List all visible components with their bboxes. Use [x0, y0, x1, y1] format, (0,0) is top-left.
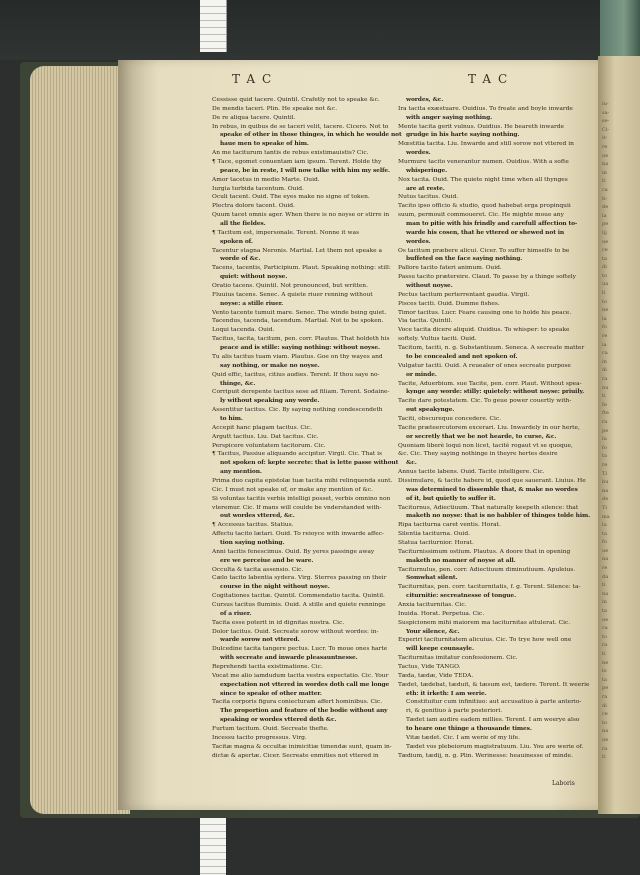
text-line: Tactus, Vide TANGO.	[398, 664, 461, 670]
text-line: to heare one thinge a thousande times.	[406, 725, 532, 733]
text-line: Suspicionem mihi maiorem ma taciturnitas attulerat. Cic.	[398, 619, 571, 626]
facing-page-fragment: la	[602, 315, 607, 322]
facing-page-fragment: fo	[602, 539, 607, 546]
text-line: In rebus, in quibus de se taceri velit, tacere. Cicero. Not to	[212, 123, 389, 130]
catchword: Laboris	[552, 780, 575, 787]
text-line: Taciturnulus, pen. corr. Adiectiuum diminutiuum. Apuleius.	[398, 566, 576, 573]
facing-page-fragment: in	[602, 599, 607, 606]
text-line: Vocat me alio iamdudum tacita vestra expectatio. Cic. Your	[212, 672, 389, 679]
facing-page-fragment: ce	[602, 711, 608, 718]
text-line: whisperinge.	[406, 166, 448, 174]
facing-page-fragment: ti	[602, 582, 606, 589]
text-line: Anxia taciturnitas. Cic.	[398, 601, 467, 608]
measuring-ruler-bottom	[200, 818, 226, 875]
text-line: Tædet iam audire eadem millies. Terent. I am weerye also	[406, 717, 580, 724]
text-line: Tacite dare potestatem. Cic. To geue power couertly with-	[398, 398, 572, 405]
facing-page-fragment: in	[602, 169, 607, 176]
text-line: or minde.	[406, 370, 437, 378]
text-line: Nox tacita. Ouid. The quiete night time when all thynges	[398, 176, 568, 183]
text-line: An me taciturum tantis de rebus existimauistis? Cic.	[212, 150, 369, 157]
facing-page-fragment: ti	[602, 393, 606, 400]
text-line: peace and is stille: saying nothing: without noyse.	[220, 344, 380, 352]
facing-page-text	[602, 100, 636, 800]
facing-page-fragment: lo	[602, 668, 607, 675]
text-line: Tacendus, tacenda, tacendum. Martial. Not to be spoken.	[212, 318, 384, 325]
text-line: Quoniam liberè loqui non licet, tacitè rogaut vt se quoque,	[398, 442, 573, 449]
text-line: ¶ Tacitus, Passiue aliquando accipitur. Virgil. Cic. That is	[212, 451, 383, 458]
text-line: Somwhat silent.	[406, 574, 458, 582]
text-line: Oculi tacent. Ouid. The eyes make no signe of token.	[212, 194, 370, 201]
text-line: speake of other in those thinges, in which he woulde not	[220, 131, 402, 139]
text-line: Os tacitum præbere alicui. Cicer. To suffer himselfe to be	[398, 247, 570, 254]
text-line: Vento tacente tumuit mare. Senec. The winde being quiet.	[212, 309, 387, 316]
text-line: Plectra dolore tacent. Ouid.	[212, 203, 295, 210]
text-line: all the fieldes.	[220, 220, 266, 228]
facing-page-fragment: ue	[602, 616, 609, 623]
text-line: Tacitum, taciti, n. g. Substantiuum. Seneca. A secreate matter	[398, 345, 585, 352]
facing-page-fragment: Ti	[602, 470, 607, 477]
text-line: Tu alis tacitus tuam viam. Plautus. Goe on thy wayes and	[212, 353, 383, 360]
text-line: Occulta & tacita assensio. Cic.	[212, 566, 304, 573]
page-edges	[30, 66, 130, 814]
text-line: softely. Vultus taciti. Ouid.	[398, 336, 477, 343]
text-line: maketh no noyse: that is no babbler of thinges tolde him.	[406, 512, 591, 520]
text-line: Si voluntas tacitis verbis intelligi posset, verbis omnino non	[212, 495, 391, 502]
facing-page-fragment: fe	[602, 401, 607, 408]
facing-page-fragment: ma	[602, 513, 610, 520]
text-line: warde his cosen, that he vttered or shewed not in	[406, 228, 565, 236]
text-line: Tædet vos plebeiorum magistratuum. Liu. You are werie of.	[406, 743, 584, 750]
facing-page-fragment: to	[602, 719, 608, 726]
text-line: Nutus tacitus. Ouid.	[398, 194, 459, 201]
facing-page-fragment: de	[602, 204, 609, 211]
text-line: Taciti, obscureque concedere. Cic.	[398, 415, 502, 422]
facing-page-fragment: ti	[602, 178, 606, 185]
text-line: Annus tacite labens. Ouid. Tacite intelligere. Cic.	[398, 469, 545, 476]
text-line: Taciturnissimum ostium. Plautus. A doore that in opening	[398, 548, 571, 555]
facing-page-fragment: ta	[602, 530, 607, 537]
text-line: &c.	[406, 459, 417, 467]
facing-page-fragment: ra	[602, 418, 608, 425]
facing-page-fragment: nu	[602, 384, 609, 391]
text-line: Tacitus, tacita, tacitum, pen. corr. Plautus. That holdeth his	[212, 336, 390, 343]
text-line: Oratio tacens. Quintil. Not pronounced, but written.	[212, 283, 368, 290]
text-line: vteremur. Cic. If mans will coulde be vnderstanded with-	[212, 504, 382, 511]
text-line: Affectu tacito lætari. Ouid. To reioyce with inwarde affec-	[212, 531, 384, 538]
facing-page-fragment: na	[602, 556, 609, 563]
text-line: ri, & genitiuo à parte posteriori.	[406, 708, 503, 715]
text-line: Cessisse quid tacere. Quintil. Crafetly not to speake &c.	[212, 97, 380, 103]
running-head-left: TAC	[232, 72, 279, 86]
text-line: &c. Cic. They saying nothinge in theyre hertes desire	[398, 451, 558, 458]
text-line: Ira tacita exæstuare. Ouidius. To freate and boyle inwarde	[398, 105, 573, 112]
facing-page-fragment: ca	[602, 625, 608, 632]
text-line: Tædium, tædij, n. g. Plin. Werinesse: heauinesse of minde.	[398, 752, 573, 759]
text-line: grudge in his harte saying nothing.	[406, 131, 520, 139]
text-line: Inuida. Horat. Perpetua. Cic.	[398, 610, 485, 617]
text-line: eth: it irketh: I am werie.	[406, 689, 487, 697]
text-line: with anger saying nothing.	[406, 113, 493, 121]
text-line: Passu tacito prætereire. Claud. To passe by a thinge softely	[398, 274, 576, 281]
text-line: Iurgia turbida tacentum. Ouid.	[212, 185, 304, 192]
facing-page-fragment: na	[602, 487, 609, 494]
facing-page-fragment: ta	[602, 608, 607, 615]
left-column	[212, 96, 407, 760]
text-line: Perspicere voluntatem tacitorum. Cic.	[212, 442, 326, 449]
text-line: maketh no manner of noyse at all.	[406, 556, 516, 564]
text-line: spoken of.	[220, 237, 253, 245]
facing-page-fragment: re	[602, 461, 608, 468]
text-line: Loqui tacenda. Ouid.	[212, 327, 275, 334]
facing-page-fragment: ue	[602, 547, 609, 554]
facing-page-fragment: se-	[602, 118, 610, 125]
text-line: Accepit hanc plagam tacitus. Cic.	[212, 424, 312, 431]
text-line: Experiri taciturnitatem alicuius. Cic. To trye how well one	[398, 637, 572, 644]
facing-page-fragment: fte	[602, 410, 609, 417]
text-line: quiet: without noyse.	[220, 273, 288, 281]
text-line: Argutt tacitus. Liu. Dat tacitus. Cic.	[212, 433, 319, 440]
facing-page-fragment: di	[602, 264, 607, 271]
text-line: of it, but quietly to suffer it.	[406, 494, 496, 502]
text-line: Tacita esse poterit in id dignitas nostra. Cic.	[212, 619, 345, 626]
facing-page-fragment: it-	[602, 135, 608, 142]
text-line: Taciturnus, Adiectiuum. That naturally keepeth silence: that	[398, 504, 579, 511]
facing-page-fragment: de	[602, 496, 609, 503]
text-line: Timor tacitus. Lucr. Feare causing one to holde his peace.	[398, 309, 572, 316]
facing-page-fragment: ra	[602, 376, 608, 382]
text-line: Tacite præteercutorem excerari. Liu. Inwardely in our herte,	[398, 424, 580, 431]
facing-page-fragment: ra	[602, 642, 608, 649]
text-line: course in the night without noyse.	[220, 583, 330, 591]
text-line: noyse: a stille riuer.	[220, 299, 284, 307]
facing-page-fragment: ue	[602, 152, 609, 159]
facing-page-fragment: ta	[602, 676, 607, 683]
text-line: ly without speaking any worde.	[220, 397, 320, 405]
text-line: or secretly that we be not hearde, to curse, &c.	[406, 432, 557, 440]
text-line: ¶ Accessus tacitus. Statius.	[212, 522, 294, 529]
text-line: De mendis taceri. Plin. He speake not &c.	[212, 105, 338, 112]
ribbon-bookmark	[600, 0, 640, 60]
text-line: dictæ & apertæ. Cicer. Secreate enmities not vttered in	[212, 752, 379, 759]
facing-page-fragment: ta	[602, 453, 607, 460]
facing-page-fragment: Ti	[602, 504, 607, 511]
text-line: Corripuit derepente tacitus sese ad filiam. Terent. Sodaine-	[212, 389, 390, 396]
facing-page-fragment: to	[602, 272, 608, 279]
text-line: without noyse.	[406, 282, 453, 290]
text-line: Cælo tacito labentia sydera. Virg. Sterres passing on their	[212, 575, 387, 582]
facing-page-fragment: in	[602, 358, 607, 365]
text-line: wordes.	[406, 237, 431, 245]
facing-page-fragment: iu-	[602, 101, 609, 107]
facing-page-fragment: ua	[602, 281, 609, 288]
text-line: Taciturnitas imitatur confessionem. Cic.	[398, 655, 518, 662]
facing-page-fragment: na	[602, 161, 609, 168]
text-line: Cic. I must not speake of, or make any mention of &c.	[212, 486, 373, 493]
facing-page-fragment: di	[602, 367, 607, 374]
text-line: ere we perceiue and be ware.	[220, 556, 314, 564]
facing-page-fragment: na	[602, 590, 609, 597]
facing-page-fragment: ta	[602, 255, 607, 262]
text-line: Mœstitia tacita. Liu. Inwarde and still sorow not vttered in	[398, 141, 574, 148]
text-line: Fluuius tacens. Senec. A quiete riuer renning without	[212, 291, 373, 298]
text-line: Mente tacita gerit vulnus. Ouidius. He beareth inwarde	[398, 123, 565, 130]
text-line: Assentitur tacitus. Cic. By saying nothing condescendeth	[212, 407, 383, 414]
text-line: Dolor tacitus. Ouid. Secreate sorow without wordes: in-	[212, 628, 379, 635]
text-line: since to speake of other matter.	[220, 689, 322, 697]
facing-page-fragment: ca	[602, 186, 608, 193]
text-line: Pallore tacito fateri animum. Ouid.	[398, 265, 502, 272]
facing-page-fragment: pe	[602, 685, 609, 692]
facing-page-fragment: to	[602, 298, 608, 305]
text-line: Vitæ tædet. Cic. I am werie of my life.	[406, 734, 520, 741]
text-line: man to pitie with his frindly and carefull affection to-	[406, 220, 578, 228]
text-line: Pectus tacitum perterrentant gaudia. Virgil.	[398, 291, 530, 298]
text-line: Prima duo capita epistolæ tuæ tacita mihi relinquenda sunt.	[212, 477, 393, 484]
right-column	[398, 96, 593, 760]
text-line: Pisces taciti. Ouid. Dumme fishes.	[398, 300, 500, 307]
text-line: peace, be in reste, I will now talke with him my selfe.	[220, 166, 390, 174]
text-line: expectation not vttered in wordes doth call me longe	[220, 680, 390, 688]
facing-page-fragment: ra	[602, 693, 608, 700]
text-line: are at reste.	[406, 184, 445, 192]
text-line: speaking or wordes vttered doth &c.	[220, 716, 337, 724]
text-line: tion saying nothing.	[220, 538, 285, 546]
text-line: will keepe counsayle.	[406, 645, 474, 653]
text-line: with secreate and inwarde pleasauntnesse.	[220, 654, 358, 662]
text-line: any mention.	[220, 468, 262, 476]
text-line: Silentia taciturna. Ouid.	[398, 531, 470, 538]
text-line: The proportion and feature of the bodie without any	[220, 707, 388, 715]
text-line: citurnitie: secreatnesse of tongue.	[406, 592, 517, 600]
measuring-ruler	[200, 0, 227, 52]
text-line: suum, permouit commoueret. Cic. He mighte moue any	[398, 212, 564, 219]
facing-page-fragment: ue	[602, 736, 609, 743]
running-head-right: TAC	[468, 72, 515, 86]
text-line: Quum tacet omnis ager. When there is no noyse or stirre in	[212, 212, 390, 219]
text-line: of a riuer.	[220, 609, 252, 617]
text-line: Tacitæ magna & occultæ inimicitiæ timendæ sunt, quam in-	[212, 743, 392, 750]
text-line: Amor tacetus in medio Marte. Ouid.	[212, 176, 320, 183]
facing-page-fragment: da	[602, 573, 609, 580]
facing-page-fragment: to	[602, 633, 608, 640]
text-line: Tacita corporis figura coniecturam affert hominibus. Cic.	[212, 699, 383, 706]
facing-page-fragment: bu	[602, 479, 609, 486]
facing-page-fragment: sa-	[602, 109, 610, 116]
text-line: was determined to dissemble that, & make no wordes	[406, 485, 578, 493]
text-line: ¶ Tace, egomet conuentam iam ipsum. Terent. Holde thy	[212, 159, 382, 166]
facing-page-fragment: li	[602, 290, 606, 297]
facing-page-fragment: fo	[602, 324, 607, 331]
text-line: out wordes vttered, &c.	[220, 512, 295, 520]
facing-page-fragment: ce	[602, 247, 608, 254]
text-line: Tacens, tacentis, Participium. Plaut. Speaking nothing: still:	[212, 265, 391, 272]
text-line: thinge, &c.	[220, 379, 256, 387]
text-line: De re aliqua tacere. Quintil.	[212, 114, 296, 121]
text-line: Constituitur cum infinitiuo: aut accusatiuo à parte anterio-	[406, 699, 582, 706]
facing-page-fragment: ra	[602, 745, 608, 752]
facing-page-fragment: ti	[602, 754, 606, 761]
text-line: Dissimulare, & tacite habere id, quod que sauerant. Liuius. He	[398, 477, 586, 484]
text-line: Incessu tacito progressus. Virg.	[212, 734, 307, 741]
text-line: Tacentur stagna Neronis. Martial. Let them not speake a	[212, 247, 383, 254]
text-line: Tacito ipso officio & studio, quod habebat erga propinquii	[398, 203, 571, 210]
facing-page-fragment: la	[602, 212, 607, 219]
text-line: to him.	[220, 414, 243, 422]
text-line: kynge any worde: stilly: quietely: without noyse: priuily.	[406, 388, 585, 396]
text-line: Murmure tacito venerantur numen. Ouidius. With a softe	[398, 159, 569, 166]
text-line: Reprehendi tacita existimatione. Cic.	[212, 664, 323, 670]
facing-page-fragment: na	[602, 728, 609, 735]
facing-page-fragment: ca	[602, 350, 608, 357]
text-line: Quid effic, tacitus, citius audies. Terent. If thou saye no-	[212, 371, 380, 378]
facing-page-fragment: re	[602, 333, 608, 340]
text-line: worde of &c.	[220, 255, 261, 263]
text-line: to be concealed and not spoken of.	[406, 352, 518, 360]
text-line: Tacite, Aduerbium. sue Tacite, pen. corr. Plaut. Without spea-	[398, 380, 582, 387]
text-line: say nothing, or make no noyse.	[220, 361, 320, 369]
text-line: Tæda, tædæ, Vide TEDA.	[398, 672, 474, 679]
facing-page-fragment: ne	[602, 659, 609, 666]
text-line: Cogitationes tacitæ. Quintil. Commendatio tacita. Quintil.	[212, 593, 385, 600]
text-line: warde sorow not vttered.	[220, 636, 300, 644]
text-line: Ripa taciturna caret ventis. Horat.	[398, 522, 501, 529]
facing-page-fragment: pe	[602, 221, 609, 228]
facing-page-fragment: di	[602, 702, 607, 709]
facing-page-fragment: Ci-	[602, 126, 610, 133]
text-line: not spoken of: kepte secrete: that is lette passe without	[220, 459, 399, 467]
text-line: Cursus tacitus fluminis. Ouid. A stille and quiete renninge	[212, 601, 386, 608]
facing-page-fragment: iij	[602, 229, 607, 236]
text-line: wordes.	[406, 149, 431, 157]
text-line: Tædet, tædebat, tæduit, & tæsum est, tædere. Terent. It weerie	[398, 681, 590, 688]
text-line: Voce tacita dicere aliquid. Ouidius. To whisper: to speake	[398, 327, 570, 334]
facing-page-fragment: ne	[602, 307, 609, 314]
text-line: Taciturnitas, pen. corr. taciturnitatis, f. g. Terent. Silence: ta-	[398, 584, 581, 591]
facing-page-fragment: fo	[602, 444, 607, 451]
text-line: wordes, &c.	[406, 96, 444, 103]
facing-page-fragment: re	[602, 565, 608, 572]
text-line: Vulgatur taciti. Ouid. A reuealer of ones secreate purpose	[398, 362, 571, 369]
facing-page-fragment: lu	[602, 436, 607, 443]
text-line: out speakynge.	[406, 406, 455, 414]
text-line: Via tacita. Quintil.	[398, 318, 453, 325]
facing-page-fragment: re	[602, 143, 608, 150]
facing-page-fragment: ia	[602, 341, 607, 348]
facing-page-fragment: ti	[602, 651, 606, 657]
text-line: Statua taciturnior. Horat.	[398, 539, 474, 546]
text-line: Your silence, &c.	[406, 627, 460, 635]
facing-page-fragment: lu	[602, 522, 607, 529]
text-line: Furtum tacitum. Ouid. Secreate thefte.	[212, 726, 329, 733]
facing-page-fragment: pe	[602, 427, 609, 434]
facing-page-fragment: ue	[602, 238, 609, 245]
text-line: ¶ Tacitum est, impersonale. Terent. Nonne it was	[212, 229, 360, 236]
text-line: haue men to speake of him.	[220, 140, 309, 148]
facing-page-fragment: ti-	[602, 195, 608, 202]
text-line: Anni tacitis fenescimus. Ouid. By yeres passinge away	[212, 548, 375, 555]
text-line: buffeted on the face saying nothing.	[406, 255, 523, 263]
text-line: Dulcedine tacita tangere pectus. Lucr. To moue ones harte	[212, 646, 388, 653]
desk-background	[0, 0, 640, 60]
